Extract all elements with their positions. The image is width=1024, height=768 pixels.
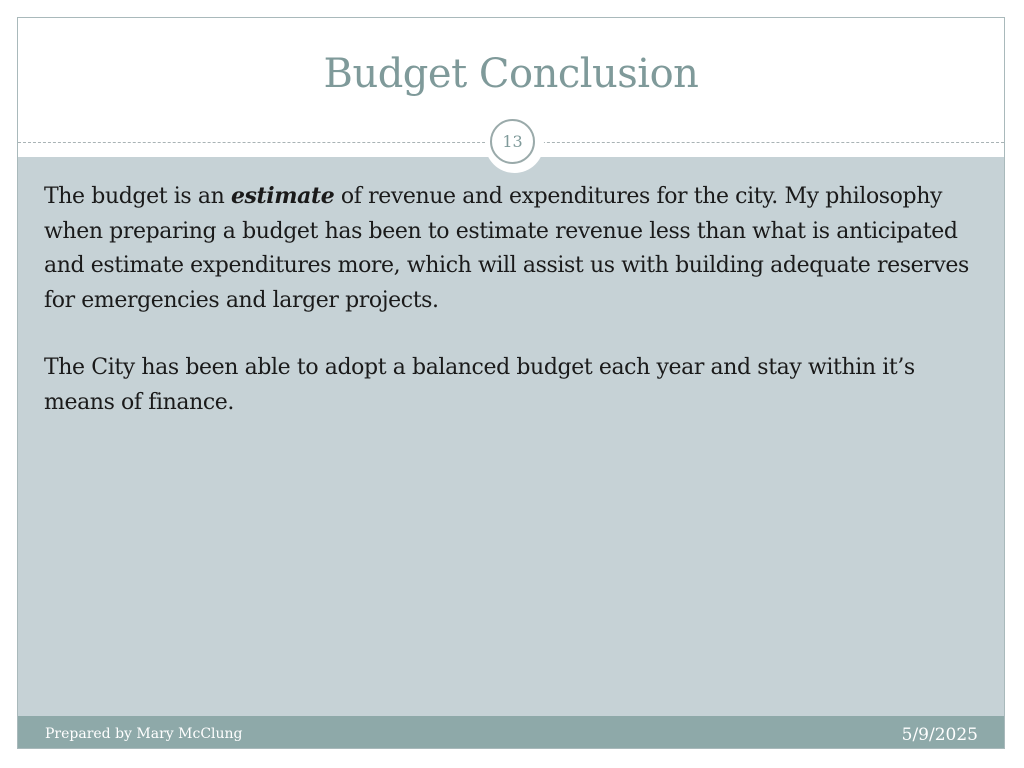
paragraph-budget-estimate <box>44 179 974 318</box>
emphasis-estimate: estimate <box>230 183 335 209</box>
footer-author: Prepared by Mary McClung <box>45 726 243 742</box>
footer-date: 5/9/2025 <box>901 725 978 745</box>
paragraph-balanced-budget: The City has been able to adopt a balanced budget each year and stay within it’s means of finance. <box>44 355 915 415</box>
slide <box>17 17 1005 749</box>
page-number: 13 <box>502 132 523 151</box>
paragraph-1-rest: of revenue and expenditures for the city. My philosophy when preparing a budget has been to estimate revenue less than what is anticipated and estimate expenditures more, which will assist us with building adequate reserves for emergencies and larger projects. <box>44 184 969 313</box>
body-text <box>44 179 974 453</box>
slide-title: Budget Conclusion <box>323 51 699 97</box>
paragraph-1-lead: The budget is an <box>44 184 231 209</box>
